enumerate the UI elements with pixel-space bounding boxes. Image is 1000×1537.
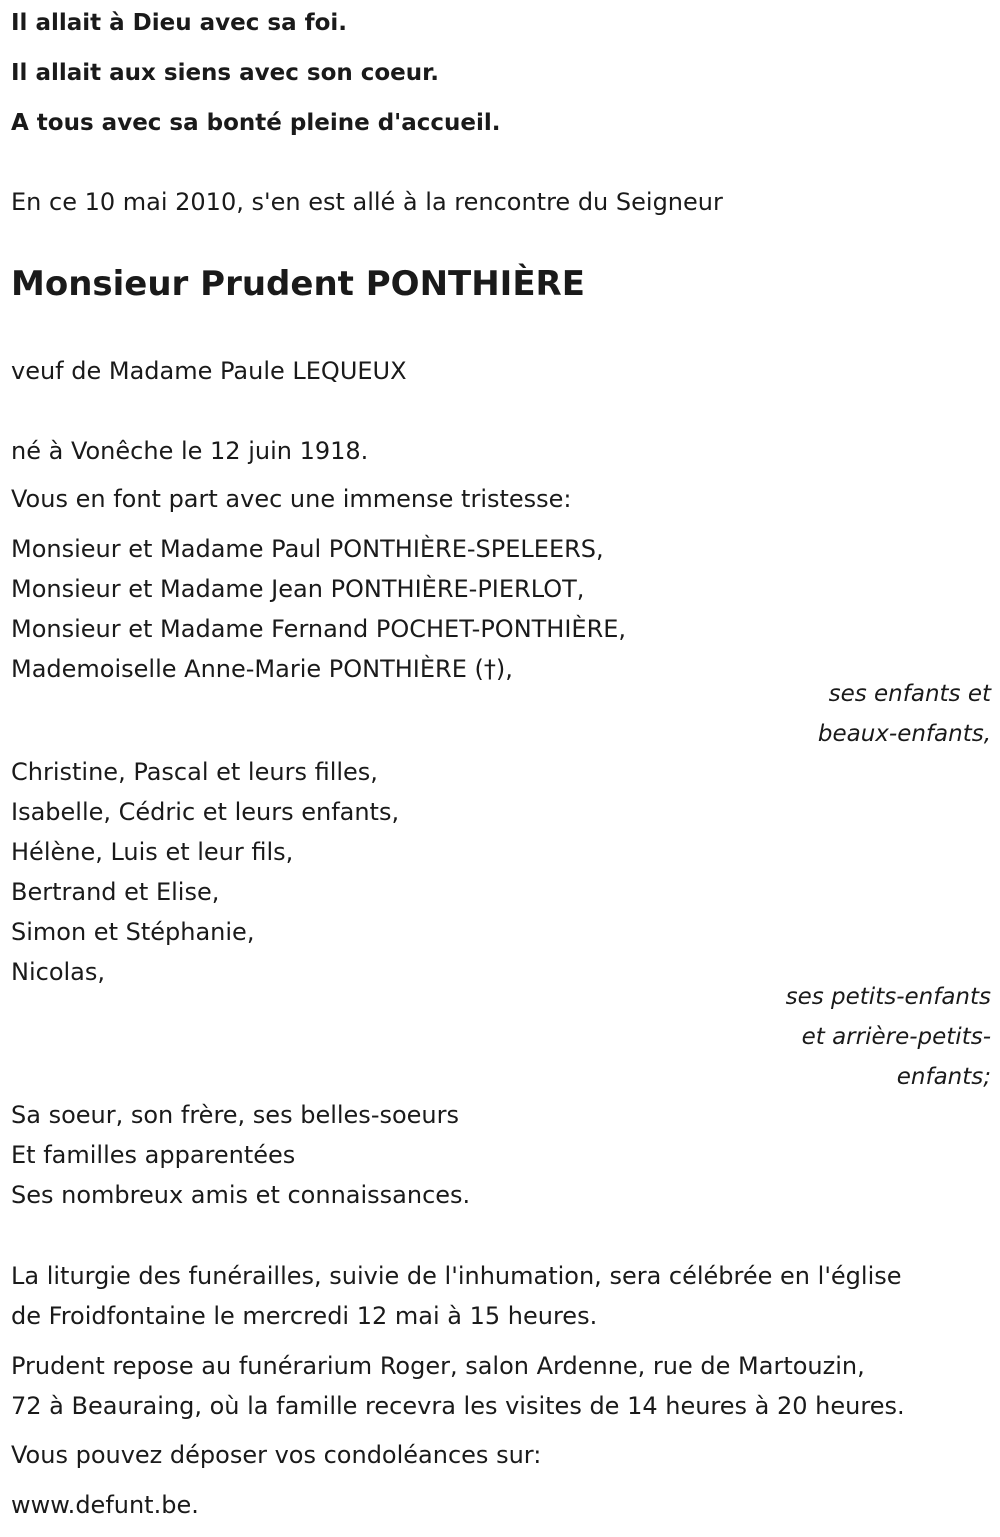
children-role-line-2: beaux-enfants, bbox=[817, 721, 991, 747]
condolences-text: Vous pouvez déposer vos condoléances sur: bbox=[11, 1441, 542, 1469]
child-2: Monsieur et Madame Jean PONTHIÈRE-PIERLOT, bbox=[11, 575, 585, 603]
deceased-name: Monsieur Prudent PONTHIÈRE bbox=[11, 264, 585, 304]
child-4: Mademoiselle Anne-Marie PONTHIÈRE (†), bbox=[11, 655, 513, 683]
grandchild-4: Bertrand et Elise, bbox=[11, 878, 220, 906]
grandchild-2: Isabelle, Cédric et leurs enfants, bbox=[11, 798, 400, 826]
visitation-line-2: 72 à Beauraing, où la famille recevra les visites de 14 heures à 20 heures. bbox=[11, 1392, 905, 1420]
motto-line-2: Il allait aux siens avec son coeur. bbox=[11, 60, 439, 86]
visitation-line-1: Prudent repose au funérarium Roger, salon Ardenne, rue de Martouzin, bbox=[11, 1352, 865, 1380]
grandchild-6: Nicolas, bbox=[11, 958, 106, 986]
relatives-line-2: Et familles apparentées bbox=[11, 1141, 296, 1169]
announcement: En ce 10 mai 2010, s'en est allé à la rencontre du Seigneur bbox=[11, 188, 723, 216]
grandchildren-role-line-1: ses petits-enfants bbox=[785, 984, 991, 1010]
motto-line-3: A tous avec sa bonté pleine d'accueil. bbox=[11, 110, 501, 136]
website-text: www.defunt.be. bbox=[11, 1491, 199, 1519]
grandchildren-role-line-2: et arrière-petits- bbox=[801, 1024, 991, 1050]
child-3: Monsieur et Madame Fernand POCHET-PONTHIÈRE, bbox=[11, 615, 627, 643]
grandchildren-role-line-3: enfants; bbox=[896, 1064, 991, 1090]
funeral-line-1: La liturgie des funérailles, suivie de l'inhumation, sera célébrée en l'église bbox=[11, 1262, 902, 1290]
funeral-line-2: de Froidfontaine le mercredi 12 mai à 15 heures. bbox=[11, 1302, 598, 1330]
grandchild-5: Simon et Stéphanie, bbox=[11, 918, 255, 946]
motto-line-1: Il allait à Dieu avec sa foi. bbox=[11, 10, 348, 36]
grandchild-1: Christine, Pascal et leurs filles, bbox=[11, 758, 378, 786]
birth-info: né à Vonêche le 12 juin 1918. bbox=[11, 437, 369, 465]
relatives-line-1: Sa soeur, son frère, ses belles-soeurs bbox=[11, 1101, 460, 1129]
child-1: Monsieur et Madame Paul PONTHIÈRE-SPELEERS, bbox=[11, 535, 604, 563]
grandchild-3: Hélène, Luis et leur fils, bbox=[11, 838, 294, 866]
children-role-line-1: ses enfants et bbox=[828, 681, 991, 707]
widower-of: veuf de Madame Paule LEQUEUX bbox=[11, 357, 407, 385]
relatives-line-3: Ses nombreux amis et connaissances. bbox=[11, 1181, 471, 1209]
family-intro: Vous en font part avec une immense tristesse: bbox=[11, 485, 572, 513]
